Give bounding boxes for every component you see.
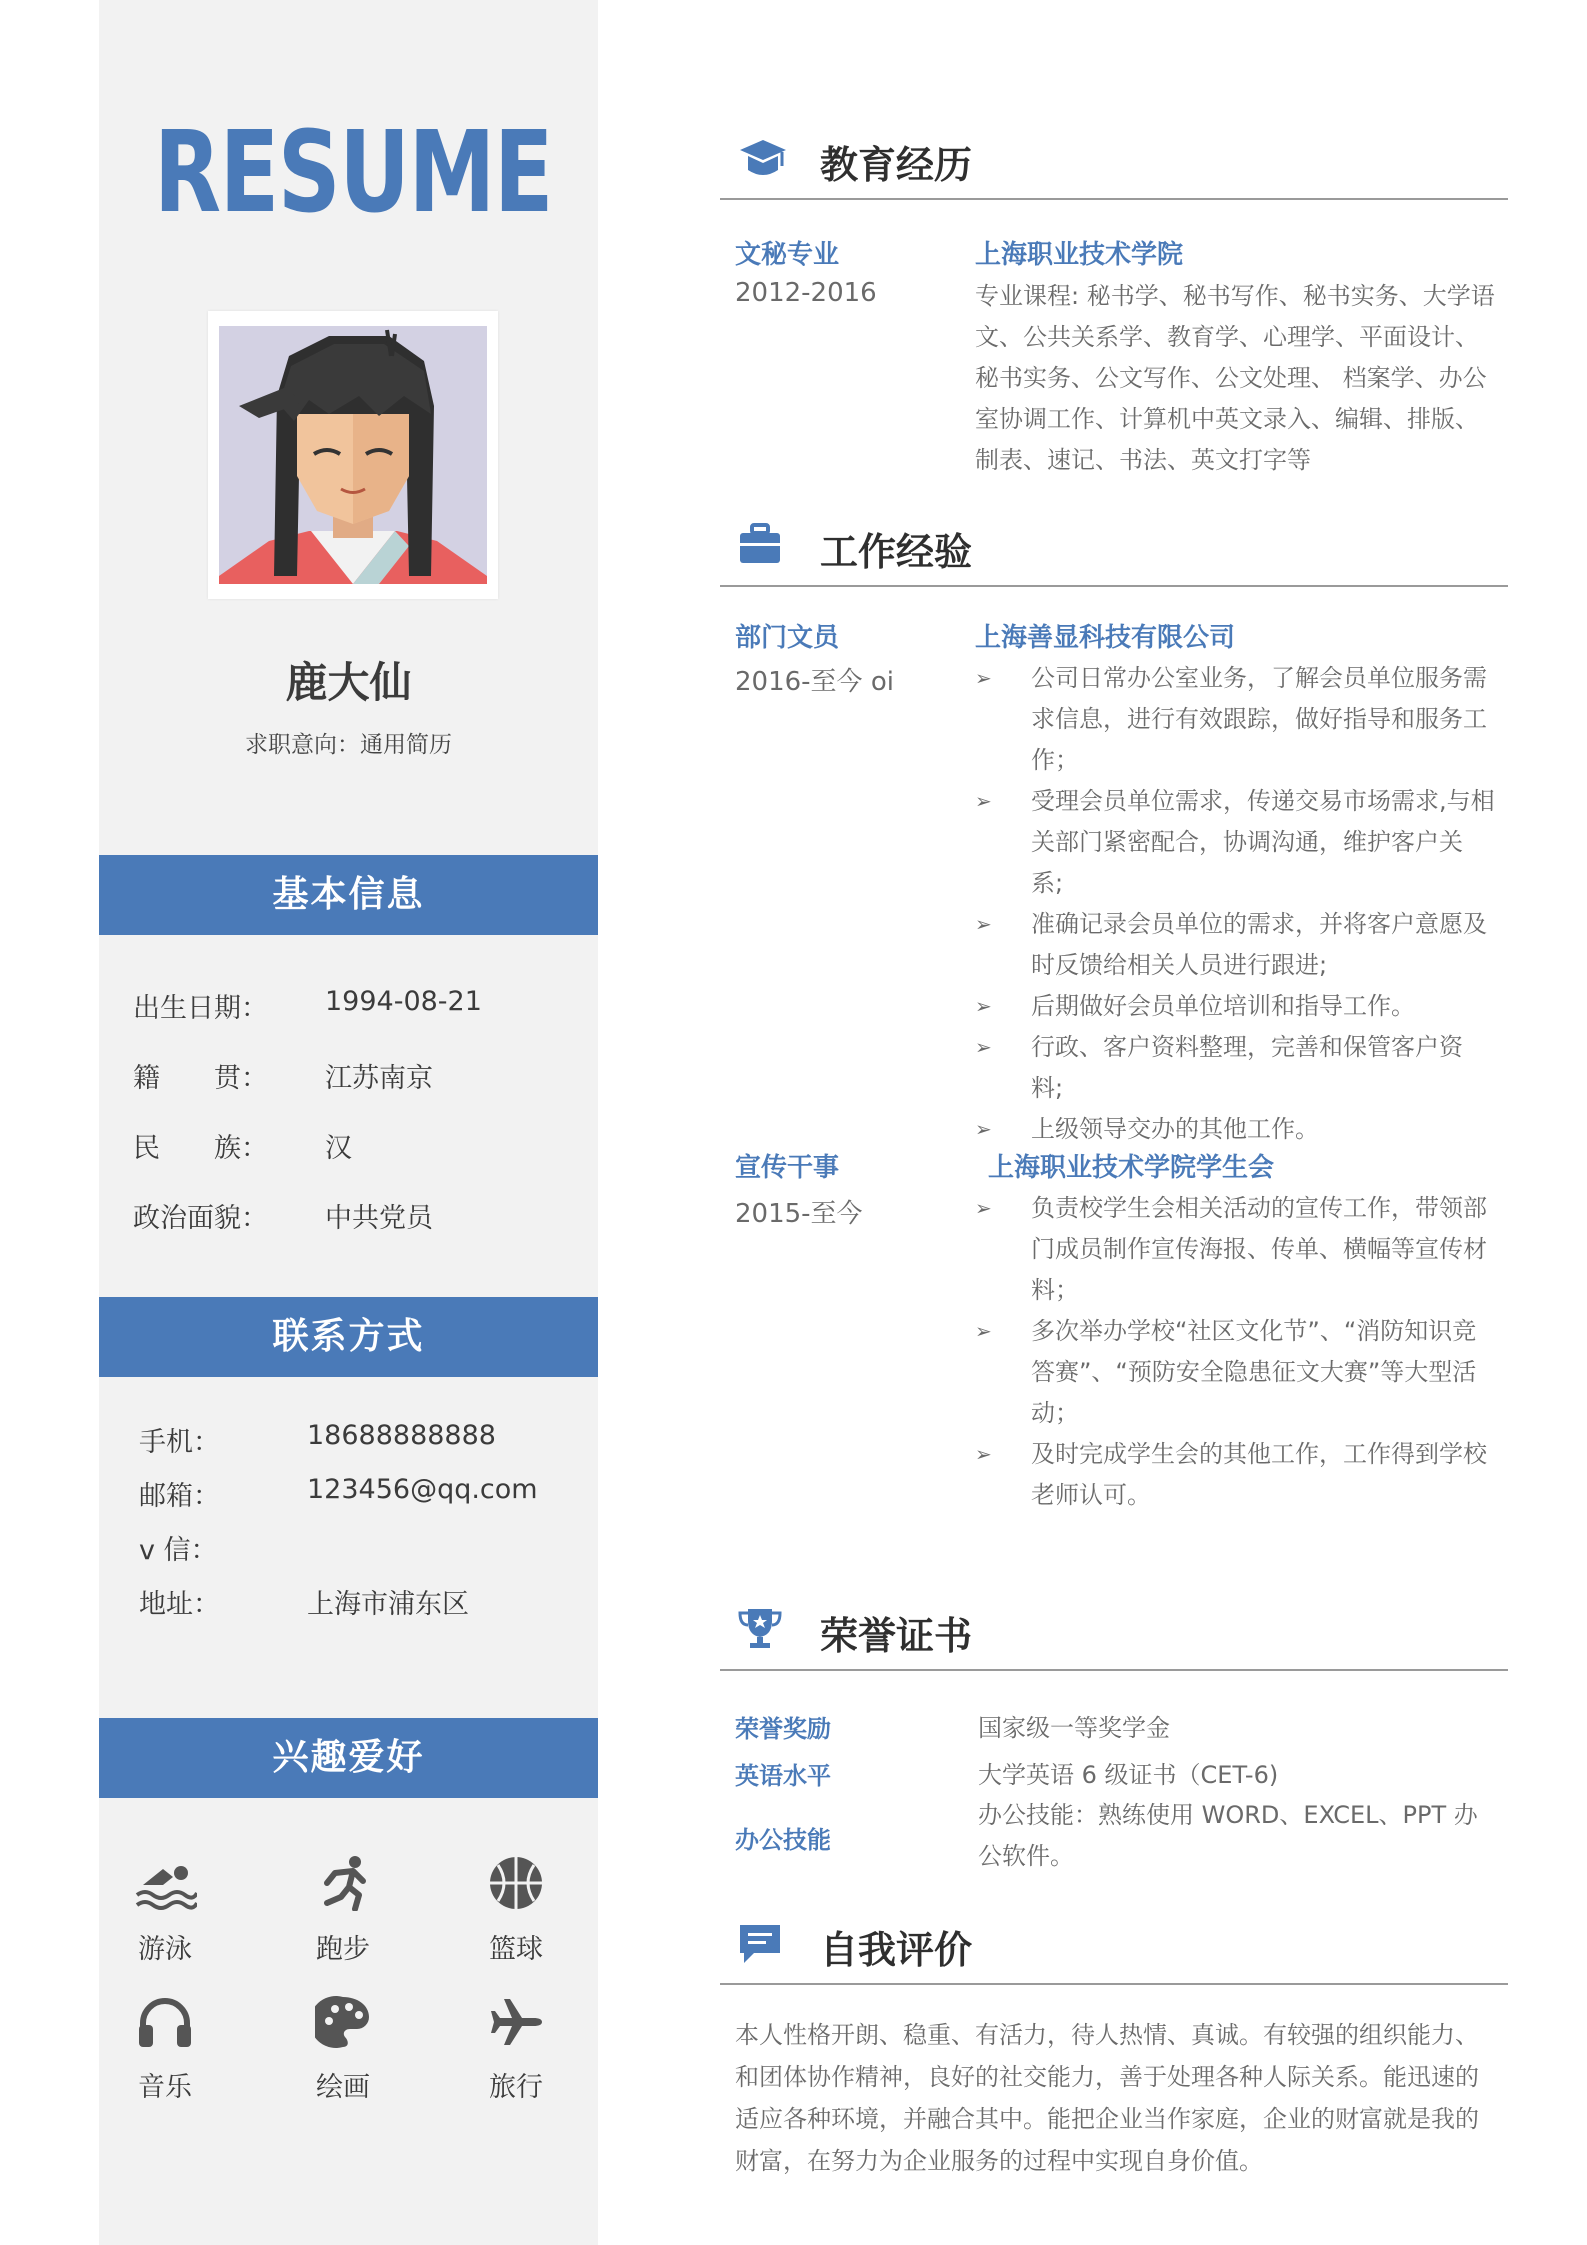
duty-item: ➢ 及时完成学生会的其他工作，工作得到学校老师认可。 (975, 1434, 1495, 1516)
duty-item: ➢ 准确记录会员单位的需求，并将客户意愿及时反馈给相关人员进行跟进; (975, 904, 1495, 986)
job-period: 2015-至今 (735, 1199, 863, 1229)
hobby-label: 游泳 (138, 1934, 192, 1965)
hobby-travel (461, 1995, 571, 2104)
native-place-value: 江苏南京 (325, 1063, 433, 1094)
education-major: 文秘专业 (735, 240, 840, 270)
hobby-label: 篮球 (489, 1934, 543, 1965)
self-eval-title: 自我评价 (820, 1928, 973, 1972)
native-place-label: 籍 贯： (133, 1063, 268, 1094)
hobby-label: 跑步 (316, 1934, 370, 1965)
sidebar (99, 0, 598, 2245)
duty-item: ➢ 公司日常办公室业务，了解会员单位服务需求信息，进行有效跟踪，做好指导和服务工作； (975, 658, 1495, 781)
work-title: 工作经验 (820, 530, 973, 574)
contact-header: 联系方式 (99, 1297, 598, 1377)
duty-item: ➢ 上级领导交办的其他工作。 (975, 1109, 1495, 1150)
duty-item: ➢ 行政、客户资料整理，完善和保管客户资料; (975, 1027, 1495, 1109)
email-value: 123456@qq.com (307, 1474, 538, 1505)
trophy-icon (738, 1607, 782, 1651)
phone-value: 18688888888 (307, 1420, 496, 1451)
resume-title: RESUME (153, 108, 552, 238)
job-duties-list (975, 658, 1495, 1150)
english-value: 大学英语 6 级证书（CET-6) (978, 1761, 1279, 1789)
education-section-header (720, 118, 1508, 200)
honor-value: 国家级一等奖学金 (978, 1714, 1170, 1742)
comment-icon (738, 1921, 782, 1965)
honors-section-header (720, 1589, 1508, 1671)
honors-title: 荣誉证书 (820, 1614, 973, 1658)
address-label: 地址： (139, 1589, 220, 1620)
education-period: 2012-2016 (735, 278, 877, 308)
political-status-value: 中共党员 (325, 1203, 433, 1234)
office-skill-value: 办公技能：熟练使用 WORD、EXCEL、PPT 办公软件。 (978, 1801, 1478, 1870)
basic-info-header: 基本信息 (99, 855, 598, 935)
honor-label: 荣誉奖励 (735, 1715, 831, 1743)
work-section-header (720, 505, 1508, 587)
duty-item: ➢ 多次举办学校“社区文化节”、“消防知识竞答赛”、“预防安全隐患征文大赛”等大型活动； (975, 1311, 1495, 1434)
office-skill-label: 办公技能 (735, 1826, 831, 1854)
headphones-icon (137, 1995, 193, 2049)
basketball-icon (488, 1855, 544, 1911)
education-courses: 专业课程: 秘书学、秘书写作、秘书实务、大学语文、公共关系学、教育学、心理学、平面设计、秘书实务、公文写作、公文处理、 档案学、办公室协调工作、计算机中英文录入、编辑、排版、制表、速记、书法、英文打字等 (975, 282, 1495, 474)
job-role: 部门文员 (735, 623, 840, 653)
candidate-name: 鹿大仙 (285, 658, 412, 707)
job-intent: 求职意向：通用简历 (245, 732, 452, 758)
airplane-icon (488, 1995, 544, 2049)
wechat-label: v 信： (139, 1535, 218, 1566)
duty-item: ➢ 负责校学生会相关活动的宣传工作，带领部门成员制作宣传海报、传单、横幅等宣传材料； (975, 1188, 1495, 1311)
political-status-label: 政治面貌： (133, 1203, 268, 1234)
job-company: 上海职业技术学院学生会 (988, 1153, 1275, 1183)
ethnicity-value: 汉 (325, 1133, 352, 1164)
ethnicity-label: 民 族： (133, 1133, 268, 1164)
job-duties-list (975, 1188, 1495, 1516)
duty-item: ➢ 受理会员单位需求，传递交易市场需求,与相关部门紧密配合，协调沟通，维护客户关系; (975, 781, 1495, 904)
hobby-running (288, 1855, 398, 1966)
hobby-label: 音乐 (138, 2072, 192, 2103)
hobby-music (110, 1995, 220, 2104)
running-icon (311, 1855, 375, 1911)
hobby-label: 绘画 (316, 2072, 370, 2103)
job-role: 宣传干事 (735, 1153, 840, 1183)
address-value: 上海市浦东区 (307, 1589, 469, 1620)
swimming-icon (133, 1855, 197, 1911)
duty-item: ➢ 后期做好会员单位培训和指导工作。 (975, 986, 1495, 1027)
english-label: 英语水平 (735, 1762, 831, 1790)
palette-icon (315, 1995, 371, 2049)
email-label: 邮箱： (139, 1481, 220, 1512)
hobby-basketball (461, 1855, 571, 1966)
job-period: 2016-至今 oi (735, 667, 894, 697)
birth-value: 1994-08-21 (325, 986, 482, 1017)
avatar (219, 326, 487, 584)
job-company: 上海善显科技有限公司 (975, 623, 1236, 653)
hobby-painting (288, 1995, 398, 2104)
briefcase-icon (738, 523, 782, 565)
self-eval-text: 本人性格开朗、稳重、有活力，待人热情、真诚。有较强的组织能力、和团体协作精神，良好的社交能力，善于处理各种人际关系。能迅速的适应各种环境，并融合其中。能把企业当作家庭，企业的财富就是我的财富，在努力为企业服务的过程中实现自身价值。 (735, 2021, 1479, 2175)
hobby-swimming (110, 1855, 220, 1966)
profile-photo (208, 311, 498, 599)
education-school: 上海职业技术学院 (975, 240, 1184, 270)
birth-label: 出生日期： (133, 993, 268, 1024)
hobbies-header: 兴趣爱好 (99, 1718, 598, 1798)
hobby-label: 旅行 (489, 2072, 543, 2103)
graduation-cap-icon (738, 136, 788, 182)
education-title: 教育经历 (820, 143, 973, 187)
self-eval-section-header (720, 1903, 1508, 1985)
phone-label: 手机： (139, 1427, 220, 1458)
